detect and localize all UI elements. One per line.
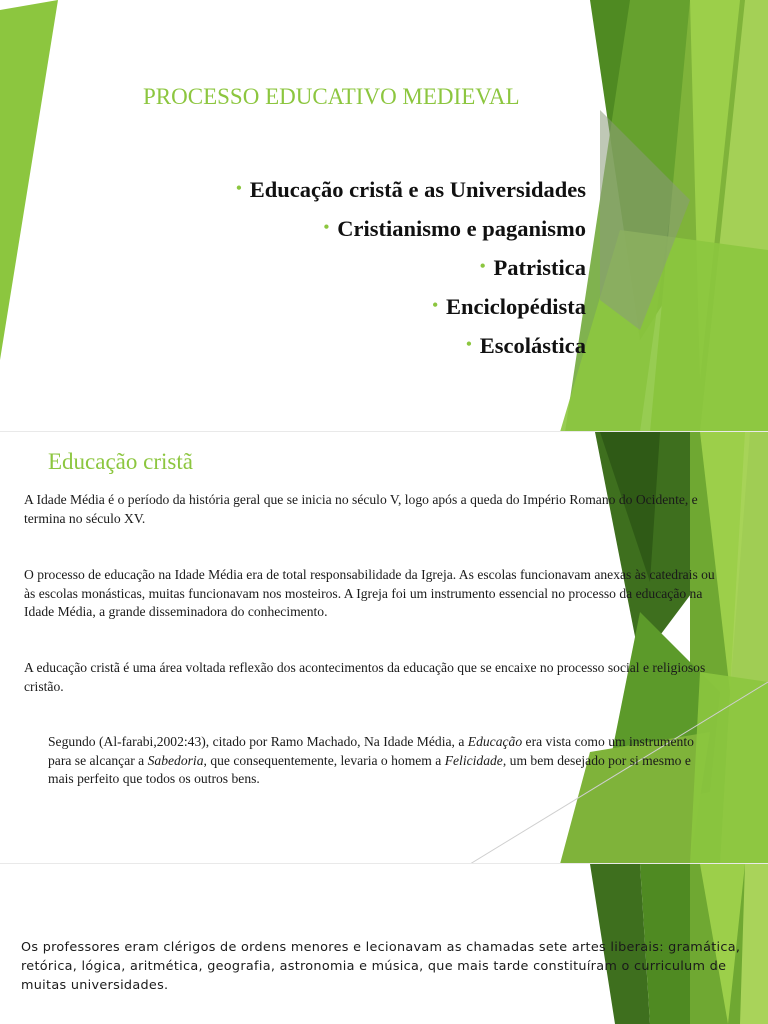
topic-list: [236, 174, 586, 369]
bullet-icon: •: [466, 336, 472, 353]
paragraph-processo-educacao: O processo de educação na Idade Média era de total responsabilidade da Igreja. As escolas funcionavam anexas às catedrais ou às escolas monásticas, muitas funcionavam nos mosteiros. A Igreja foi um instrumento essencial no processo da educação na Idade Média, a grande disseminadora do conhecimento.: [24, 567, 715, 619]
topic-item: • Escolástica: [466, 333, 586, 358]
left-green-sliver: [0, 0, 58, 360]
section-title: Educação cristã: [48, 449, 193, 474]
topic-item: • Enciclopédista: [432, 294, 586, 319]
bullet-icon: •: [236, 180, 242, 197]
slide-3: [0, 864, 768, 1024]
paragraph-quote: Segundo (Al-farabi,2002:43), citado por Ramo Machado, Na Idade Média, a Educação era vista como um instrumento para se alcançar a Sabedoria, que consequentemente, levaria o homem a Felicidade, um bem desejado por si mesmo e mais perfeito que todos os outros bens.: [48, 734, 694, 786]
slide-title: PROCESSO EDUCATIVO MEDIEVAL: [143, 84, 520, 109]
bullet-icon: •: [479, 258, 486, 275]
paragraph-educacao-crista: A educação cristã é uma área voltada reflexão dos acontecimentos da educação que se encaixe no processo social e religiosos cristão.: [24, 660, 706, 694]
paragraph-idade-media: A Idade Média é o período da história geral que se inicia no século V, logo após a queda do Império Romano do Ocidente, e termina no século XV.: [24, 492, 698, 526]
slide-1: [0, 0, 768, 432]
topic-item: • Educação cristã e as Universidades: [236, 177, 586, 202]
slide-2: [0, 432, 768, 864]
bullet-icon: •: [323, 219, 330, 236]
paragraph-professores: Os professores eram clérigos de ordens menores e lecionavam as chamadas sete artes liberais: gramática, retórica, lógica, aritmética, geografia, astronomia e música, que mais tarde constituíram o curriculum de muitas universidades.: [21, 940, 741, 993]
topic-item: • Patristica: [479, 255, 586, 280]
bullet-icon: •: [432, 297, 438, 314]
topic-item: • Cristianismo e paganismo: [323, 216, 586, 241]
